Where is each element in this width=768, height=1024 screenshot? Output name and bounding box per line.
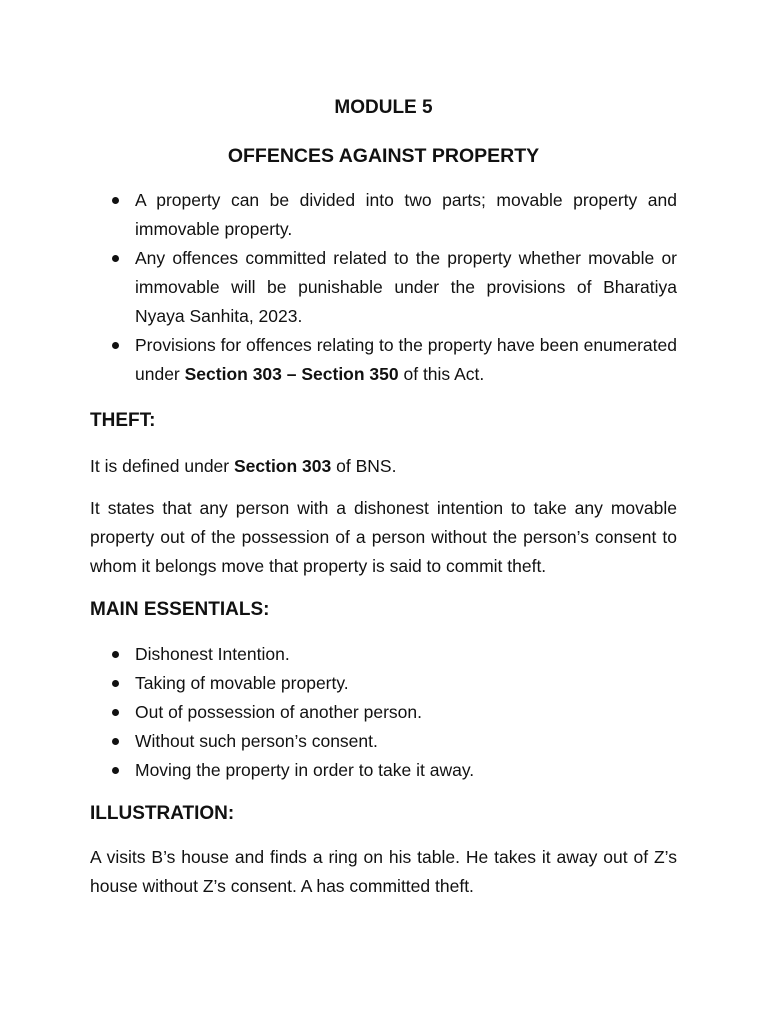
essential-text: Taking of movable property. bbox=[135, 673, 349, 693]
essential-text: Out of possession of another person. bbox=[135, 702, 422, 722]
bullet-text: A property can be divided into two parts; movable property and immovable property. bbox=[135, 190, 677, 239]
bullet-icon bbox=[112, 709, 119, 716]
list-item bbox=[90, 756, 677, 785]
bullet-icon bbox=[112, 651, 119, 658]
illustration-text: A visits B’s house and finds a ring on his table. He takes it away out of Z’s house without Z’s consent. A has committed theft. bbox=[90, 847, 677, 896]
theft-definition bbox=[90, 452, 677, 481]
module-title: MODULE 5 bbox=[334, 97, 433, 118]
bullet-icon bbox=[112, 767, 119, 774]
bullet-icon bbox=[112, 738, 119, 745]
essential-text: Without such person’s consent. bbox=[135, 731, 378, 751]
section-reference: Section 303 bbox=[233, 456, 332, 476]
bullet-icon bbox=[112, 680, 119, 687]
list-item bbox=[90, 331, 677, 389]
essentials-heading: MAIN ESSENTIALS: bbox=[90, 599, 270, 620]
theft-heading: THEFT: bbox=[90, 410, 156, 431]
essentials-list bbox=[90, 640, 677, 785]
list-item bbox=[90, 698, 677, 727]
list-item bbox=[90, 640, 677, 669]
essential-text: Dishonest Intention. bbox=[135, 644, 290, 664]
illustration-heading: ILLUSTRATION: bbox=[90, 803, 235, 824]
essential-text: Moving the property in order to take it away. bbox=[135, 760, 475, 780]
illustration-body bbox=[90, 843, 677, 901]
list-item bbox=[90, 244, 677, 331]
definition-suffix: of BNS. bbox=[331, 456, 397, 476]
list-item bbox=[90, 186, 677, 244]
list-item bbox=[90, 727, 677, 756]
bullet-text-suffix: of this Act. bbox=[398, 364, 485, 384]
theft-statement-text: It states that any person with a dishonest intention to take any movable property out of the possession of a person without the person’s consent to whom it belongs move that property is said to commit theft. bbox=[90, 498, 677, 576]
document-title: OFFENCES AGAINST PROPERTY bbox=[227, 145, 540, 167]
definition-prefix: It is defined under bbox=[90, 456, 234, 476]
bullet-text-prefix: Provisions for offences relating to the property have been enumerated under bbox=[135, 335, 677, 384]
intro-bullet-list bbox=[90, 186, 677, 389]
bullet-text: Any offences committed related to the property whether movable or immovable will be punishable under the provisions of Bharatiya Nyaya Sanhita, 2023. bbox=[135, 248, 677, 326]
theft-statement bbox=[90, 494, 677, 581]
bullet-icon bbox=[112, 197, 119, 204]
bullet-icon bbox=[112, 255, 119, 262]
bullet-icon bbox=[112, 342, 119, 349]
list-item bbox=[90, 669, 677, 698]
section-range: Section 303 – Section 350 bbox=[184, 364, 399, 384]
